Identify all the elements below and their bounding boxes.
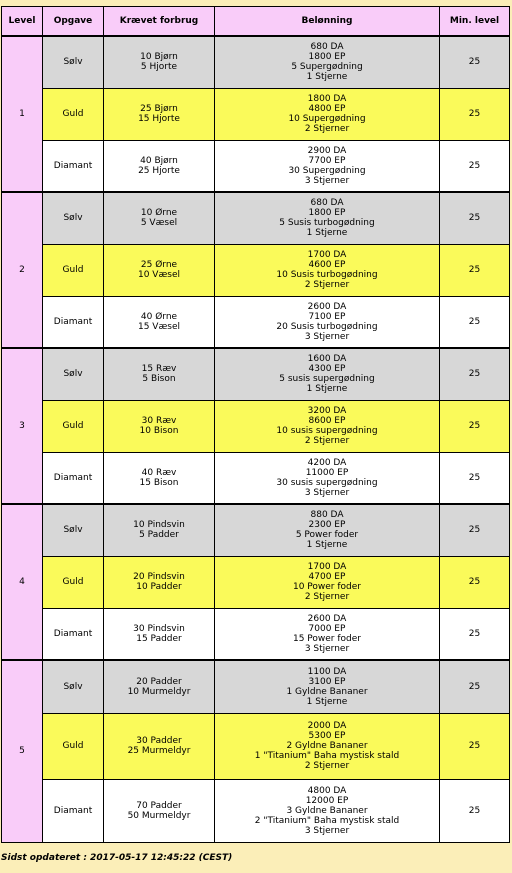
required-line: 10 Væsel bbox=[137, 270, 181, 280]
reward-cell bbox=[215, 452, 440, 504]
quest-table bbox=[1, 6, 510, 843]
required-line: 30 Padder bbox=[136, 736, 182, 746]
reward-cell bbox=[215, 36, 440, 88]
reward-line: 4800 DA bbox=[307, 785, 347, 796]
min-level-cell: 25 bbox=[440, 779, 510, 842]
reward-line: 2 Stjerner bbox=[304, 280, 350, 290]
reward-line: 4800 EP bbox=[308, 104, 346, 114]
min-level-cell: 25 bbox=[440, 713, 510, 779]
table-row bbox=[2, 88, 510, 140]
reward-line: 30 susis supergødning bbox=[276, 477, 378, 488]
required-line: 15 Padder bbox=[136, 633, 182, 644]
header-min-level: Min. level bbox=[440, 7, 510, 37]
task-cell: Guld bbox=[43, 88, 104, 140]
required-line: 10 Pindsvin bbox=[133, 520, 185, 531]
reward-line: 3100 EP bbox=[308, 676, 346, 687]
min-level-cell: 25 bbox=[440, 504, 510, 556]
reward-line: 1 Stjerne bbox=[306, 228, 348, 239]
task-cell: Guld bbox=[43, 244, 104, 296]
reward-line: 1700 DA bbox=[307, 562, 347, 572]
task-cell: Sølv bbox=[43, 192, 104, 244]
reward-line: 1800 DA bbox=[307, 94, 347, 104]
table-row bbox=[2, 36, 510, 88]
reward-cell bbox=[215, 660, 440, 713]
required-cell bbox=[104, 452, 215, 504]
reward-line: 1800 EP bbox=[308, 52, 346, 63]
reward-line: 10 Susis turbogødning bbox=[276, 270, 378, 280]
task-cell: Sølv bbox=[43, 36, 104, 88]
reward-line: 2 Stjerner bbox=[304, 124, 350, 134]
reward-line: 680 DA bbox=[310, 42, 344, 53]
last-updated: Sidst opdateret : 2017-05-17 12:45:22 (CEST) bbox=[1, 853, 233, 863]
level-cell: 4 bbox=[2, 504, 43, 660]
reward-line: 680 DA bbox=[310, 198, 344, 209]
task-cell: Diamant bbox=[43, 608, 104, 660]
task-cell: Diamant bbox=[43, 452, 104, 504]
reward-line: 1 Stjerne bbox=[306, 696, 348, 707]
min-level-cell: 25 bbox=[440, 192, 510, 244]
min-level-cell: 25 bbox=[440, 400, 510, 452]
table-row bbox=[2, 452, 510, 504]
required-line: 10 Bjørn bbox=[140, 52, 178, 63]
reward-line: 2600 DA bbox=[307, 301, 347, 312]
header-row bbox=[2, 7, 510, 37]
min-level-cell: 25 bbox=[440, 140, 510, 192]
table-row bbox=[2, 779, 510, 842]
required-line: 10 Bison bbox=[139, 426, 179, 436]
required-cell bbox=[104, 348, 215, 400]
required-line: 70 Padder bbox=[136, 800, 182, 811]
table-row bbox=[2, 192, 510, 244]
required-line: 50 Murmeldyr bbox=[127, 810, 191, 821]
reward-line: 3 Stjerner bbox=[304, 175, 350, 186]
table-row bbox=[2, 400, 510, 452]
required-cell bbox=[104, 400, 215, 452]
required-line: 15 Hjorte bbox=[138, 114, 180, 124]
reward-line: 3 Gyldne Bananer bbox=[286, 805, 368, 816]
reward-line: 1800 EP bbox=[308, 208, 346, 219]
required-line: 30 Ræv bbox=[141, 416, 177, 426]
reward-line: 7100 EP bbox=[308, 311, 346, 322]
reward-line: 3 Stjerner bbox=[304, 643, 350, 654]
required-line: 20 Padder bbox=[136, 676, 182, 687]
reward-line: 1 Gyldne Bananer bbox=[286, 686, 368, 697]
level-cell: 5 bbox=[2, 660, 43, 842]
reward-line: 2 Stjerner bbox=[304, 761, 350, 771]
reward-cell bbox=[215, 400, 440, 452]
level-cell: 1 bbox=[2, 36, 43, 192]
reward-line: 4300 EP bbox=[308, 364, 346, 375]
required-line: 15 Væsel bbox=[137, 321, 181, 332]
table-row bbox=[2, 244, 510, 296]
min-level-cell: 25 bbox=[440, 452, 510, 504]
required-line: 40 Ørne bbox=[140, 311, 178, 322]
required-cell bbox=[104, 296, 215, 348]
min-level-cell: 25 bbox=[440, 88, 510, 140]
table-row bbox=[2, 713, 510, 779]
reward-line: 1 Stjerne bbox=[306, 540, 348, 551]
reward-cell bbox=[215, 556, 440, 608]
reward-line: 10 susis supergødning bbox=[276, 426, 378, 436]
reward-line: 7700 EP bbox=[308, 155, 346, 166]
reward-line: 7000 EP bbox=[308, 623, 346, 634]
reward-line: 2900 DA bbox=[307, 145, 347, 156]
header-level: Level bbox=[2, 7, 43, 37]
required-line: 25 Murmeldyr bbox=[127, 746, 191, 756]
reward-line: 11000 EP bbox=[305, 467, 349, 478]
table-row bbox=[2, 140, 510, 192]
required-line: 5 Padder bbox=[139, 530, 179, 541]
reward-line: 1700 DA bbox=[307, 250, 347, 260]
reward-cell bbox=[215, 713, 440, 779]
required-cell bbox=[104, 608, 215, 660]
reward-line: 5 susis supergødning bbox=[279, 374, 375, 385]
reward-line: 5300 EP bbox=[308, 731, 346, 741]
level-cell: 3 bbox=[2, 348, 43, 504]
required-cell bbox=[104, 504, 215, 556]
min-level-cell: 25 bbox=[440, 244, 510, 296]
task-cell: Sølv bbox=[43, 348, 104, 400]
reward-line: 3200 DA bbox=[307, 406, 347, 416]
required-line: 40 Ræv bbox=[141, 467, 177, 478]
min-level-cell: 25 bbox=[440, 36, 510, 88]
task-cell: Diamant bbox=[43, 296, 104, 348]
reward-line: 12000 EP bbox=[305, 795, 349, 806]
required-cell bbox=[104, 556, 215, 608]
reward-cell bbox=[215, 608, 440, 660]
required-cell bbox=[104, 140, 215, 192]
task-cell: Guld bbox=[43, 556, 104, 608]
required-cell bbox=[104, 88, 215, 140]
reward-line: 4700 EP bbox=[308, 572, 346, 582]
reward-line: 4600 EP bbox=[308, 260, 346, 270]
reward-line: 5 Supergødning bbox=[291, 62, 363, 73]
reward-line: 3 Stjerner bbox=[304, 825, 350, 836]
required-cell bbox=[104, 660, 215, 713]
required-cell bbox=[104, 713, 215, 779]
reward-line: 3 Stjerner bbox=[304, 487, 350, 498]
reward-line: 30 Supergødning bbox=[288, 165, 366, 176]
reward-cell bbox=[215, 779, 440, 842]
table-row bbox=[2, 556, 510, 608]
table-row bbox=[2, 660, 510, 713]
reward-line: 2000 DA bbox=[307, 721, 347, 731]
min-level-cell: 25 bbox=[440, 660, 510, 713]
min-level-cell: 25 bbox=[440, 348, 510, 400]
task-cell: Guld bbox=[43, 400, 104, 452]
reward-line: 2600 DA bbox=[307, 613, 347, 624]
level-cell: 2 bbox=[2, 192, 43, 348]
required-line: 5 Bison bbox=[142, 374, 176, 385]
reward-line: 1 Stjerne bbox=[306, 72, 348, 83]
required-line: 40 Bjørn bbox=[140, 155, 178, 166]
required-line: 25 Hjorte bbox=[138, 165, 180, 176]
reward-line: 2300 EP bbox=[308, 520, 346, 531]
required-line: 10 Murmeldyr bbox=[127, 686, 191, 697]
required-line: 5 Hjorte bbox=[140, 62, 178, 73]
task-cell: Sølv bbox=[43, 504, 104, 556]
reward-line: 1 Stjerne bbox=[306, 384, 348, 395]
reward-line: 3 Stjerner bbox=[304, 331, 350, 342]
reward-cell bbox=[215, 140, 440, 192]
required-line: 10 Ørne bbox=[140, 208, 178, 219]
task-cell: Diamant bbox=[43, 140, 104, 192]
reward-line: 1100 DA bbox=[307, 666, 347, 677]
reward-cell bbox=[215, 348, 440, 400]
reward-line: 2 Gyldne Bananer bbox=[286, 741, 368, 751]
table-body bbox=[2, 36, 510, 842]
reward-line: 10 Power foder bbox=[292, 582, 361, 592]
reward-line: 20 Susis turbogødning bbox=[276, 321, 378, 332]
min-level-cell: 25 bbox=[440, 608, 510, 660]
task-cell: Sølv bbox=[43, 660, 104, 713]
reward-cell bbox=[215, 296, 440, 348]
reward-line: 880 DA bbox=[310, 510, 344, 521]
reward-cell bbox=[215, 192, 440, 244]
reward-line: 15 Power foder bbox=[292, 633, 361, 644]
required-line: 25 Bjørn bbox=[140, 104, 178, 114]
reward-line: 5 Power foder bbox=[295, 530, 359, 541]
header-reward: Belønning bbox=[215, 7, 440, 37]
reward-line: 2 Stjerner bbox=[304, 436, 350, 446]
required-line: 15 Bison bbox=[139, 477, 179, 488]
reward-line: 5 Susis turbogødning bbox=[279, 218, 375, 229]
required-cell bbox=[104, 192, 215, 244]
reward-line: 4200 DA bbox=[307, 457, 347, 468]
required-line: 20 Pindsvin bbox=[133, 572, 185, 582]
required-line: 30 Pindsvin bbox=[133, 623, 185, 634]
table-row bbox=[2, 348, 510, 400]
reward-cell bbox=[215, 504, 440, 556]
required-cell bbox=[104, 244, 215, 296]
min-level-cell: 25 bbox=[440, 556, 510, 608]
required-cell bbox=[104, 779, 215, 842]
reward-line: 10 Supergødning bbox=[288, 114, 366, 124]
reward-line: 2 Stjerner bbox=[304, 592, 350, 602]
table-row bbox=[2, 608, 510, 660]
required-line: 25 Ørne bbox=[140, 260, 178, 270]
task-cell: Guld bbox=[43, 713, 104, 779]
min-level-cell: 25 bbox=[440, 296, 510, 348]
reward-cell bbox=[215, 88, 440, 140]
reward-cell bbox=[215, 244, 440, 296]
header-task: Opgave bbox=[43, 7, 104, 37]
reward-line: 2 "Titanium" Baha mystisk stald bbox=[254, 815, 400, 826]
header-required: Krævet forbrug bbox=[104, 7, 215, 37]
table-row bbox=[2, 504, 510, 556]
required-cell bbox=[104, 36, 215, 88]
reward-line: 1600 DA bbox=[307, 354, 347, 365]
reward-line: 8600 EP bbox=[308, 416, 346, 426]
required-line: 10 Padder bbox=[136, 582, 182, 592]
task-cell: Diamant bbox=[43, 779, 104, 842]
required-line: 15 Ræv bbox=[141, 364, 177, 375]
reward-line: 1 "Titanium" Baha mystisk stald bbox=[254, 751, 400, 761]
table-row bbox=[2, 296, 510, 348]
required-line: 5 Væsel bbox=[140, 218, 178, 229]
